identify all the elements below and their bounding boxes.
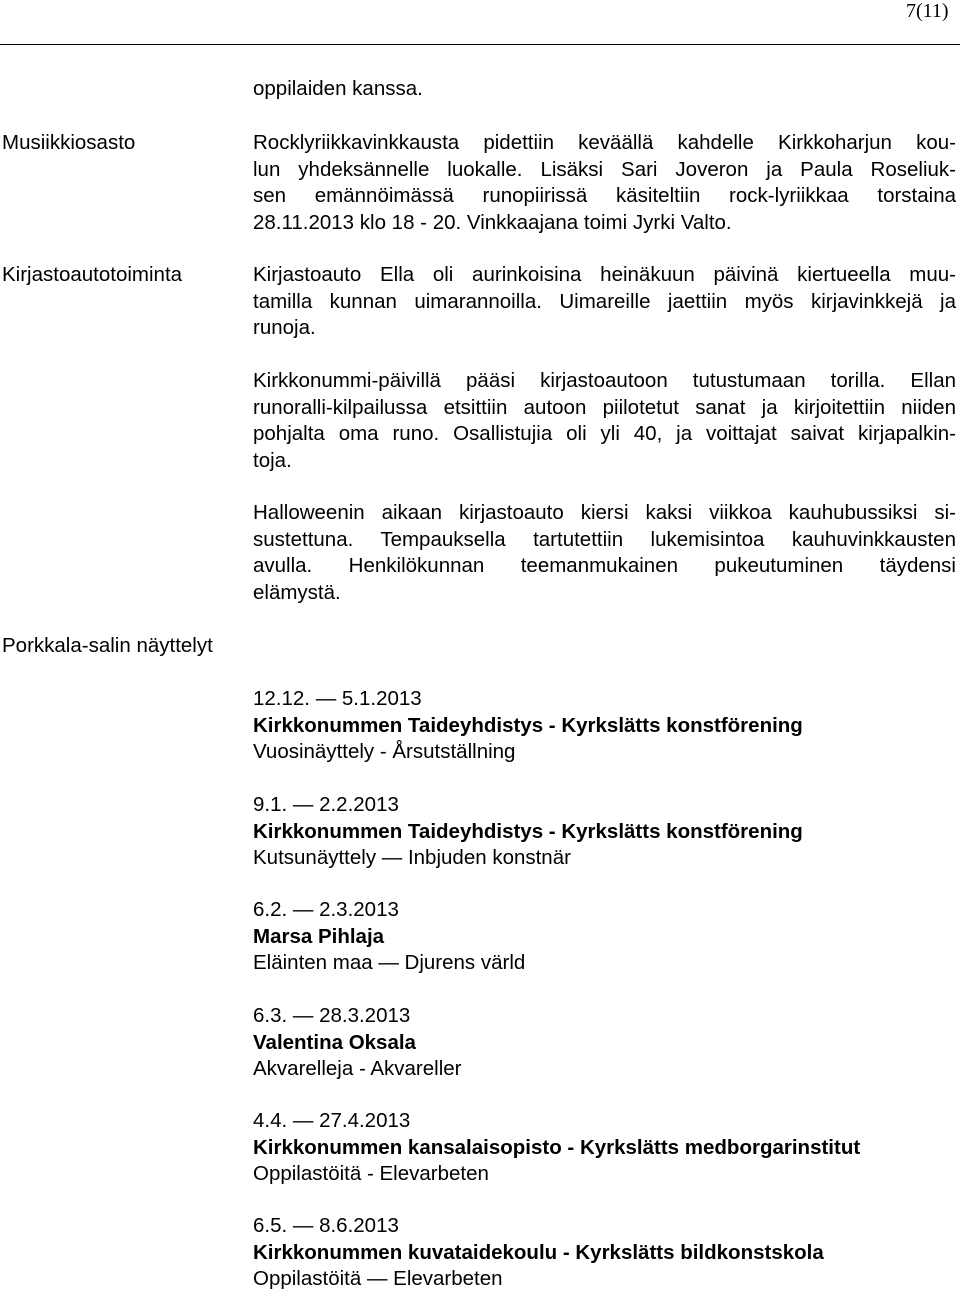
paragraph-line: tamilla kunnan uimarannoilla. Uimareille jaettiin myös kirjavinkkejä ja [253,289,956,313]
exhibition-subtitle: Vuosinäyttely - Årsutställning [253,740,516,763]
exhibition-title: Kirkkonummen Taideyhdistys - Kyrkslätts konstförening [253,819,803,843]
kirjastoauto-paragraph-2 [253,368,956,474]
musiikki-paragraph [253,130,956,236]
exhibition-date: 6.2. — 2.3.2013 [253,898,399,921]
exhibition-date: 12.12. — 5.1.2013 [253,687,422,710]
paragraph-line: sen emännöimässä runopiirissä käsiteltiin rock-lyriikkaa torstaina [253,184,956,207]
exhibition-subtitle: Kutsunäyttely — Inbjuden konstnär [253,846,571,869]
exhibition-date: 9.1. — 2.2.2013 [253,793,399,816]
intro-text: oppilaiden kanssa. [253,77,423,100]
exhibition-entry [253,1003,956,1083]
paragraph-line: elämystä. [253,580,341,604]
kirjastoauto-paragraph-1 [253,262,956,342]
exhibition-subtitle: Oppilastöitä - Elevarbeten [253,1162,489,1185]
paragraph-line: lun yhdeksännelle luokalle. Lisäksi Sari Joveron ja Paula Roseliuk- [253,157,956,181]
section-label-musiikkiosasto: Musiikkiosasto [2,131,136,154]
kirjastoauto-paragraph-3 [253,500,956,606]
paragraph-line: Halloweenin aikaan kirjastoauto kiersi kaksi viikkoa kauhubussiksi si- [253,501,956,524]
section-label-kirjastoautotoiminta: Kirjastoautotoiminta [2,263,183,286]
exhibition-title: Kirkkonummen kuvataidekoulu - Kyrkslätts bildkonstskola [253,1240,824,1264]
paragraph-line: avulla. Henkilökunnan teemanmukainen pukeutuminen täydensi [253,554,956,577]
exhibition-entry [253,1213,956,1293]
exhibition-entry [253,792,956,872]
exhibition-date: 6.5. — 8.6.2013 [253,1214,399,1237]
paragraph-line: 28.11.2013 klo 18 - 20. Vinkkaajana toimi Jyrki Valto. [253,210,732,234]
paragraph-line: Kirjastoauto Ella oli aurinkoisina heinäkuun päivinä kiertueella muu- [253,263,956,286]
exhibition-title: Kirkkonummen Taideyhdistys - Kyrkslätts konstförening [253,713,803,737]
exhibition-title: Kirkkonummen kansalaisopisto - Kyrkslätts medborgarinstitut [253,1135,861,1159]
page-number: 7(11) [906,0,949,22]
exhibition-entry [253,1108,956,1188]
exhibition-entry [253,686,956,766]
exhibition-subtitle: Akvarelleja - Akvareller [253,1057,462,1080]
exhibition-date: 6.3. — 28.3.2013 [253,1004,411,1027]
exhibition-title: Marsa Pihlaja [253,924,385,948]
paragraph-line: Kirkkonummi-päivillä pääsi kirjastoautoon tutustumaan torilla. Ellan [253,369,956,392]
paragraph-line: toja. [253,448,292,472]
header-rule [0,44,960,45]
exhibition-title: Valentina Oksala [253,1030,416,1054]
paragraph-line: runoja. [253,316,316,339]
exhibition-date: 4.4. — 27.4.2013 [253,1109,411,1132]
paragraph-line: Rocklyriikkavinkkausta pidettiin keväällä kahdelle Kirkkoharjun kou- [253,131,956,154]
section-label-porkkala-salin-nayttelyt: Porkkala-salin näyttelyt [2,634,213,657]
paragraph-line: pohjalta oma runo. Osallistujia oli yli 40, ja voittajat saivat kirjapalkin- [253,422,956,445]
exhibition-subtitle: Oppilastöitä — Elevarbeten [253,1267,503,1290]
exhibition-subtitle: Eläinten maa — Djurens värld [253,951,526,974]
paragraph-line: runoralli-kilpailussa etsittiin autoon piilotetut sanat ja kirjoitettiin niiden [253,395,956,419]
paragraph-line: sustettuna. Tempauksella tartutettiin lukemisintoa kauhuvinkkausten [253,527,956,551]
exhibition-entry [253,897,956,977]
